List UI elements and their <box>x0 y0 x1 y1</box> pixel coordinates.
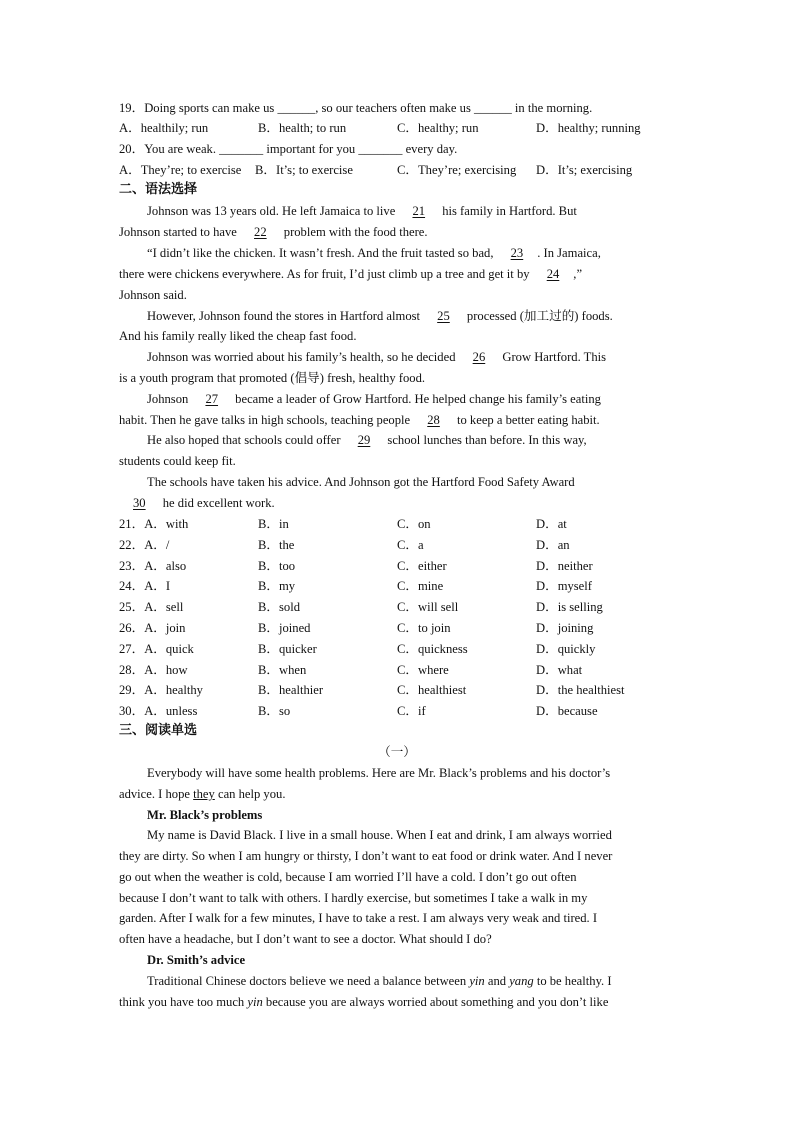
q19-option-a: A．healthily; run <box>119 121 209 135</box>
answer-blank: 26 <box>472 350 486 364</box>
choice-21-option-d: D．at <box>536 517 567 531</box>
answer-blank: 28 <box>427 413 440 427</box>
passage-line <box>147 432 587 448</box>
passage-text: he did excellent work. <box>159 496 275 510</box>
choice-30-option-a: 30．A．unless <box>119 704 198 718</box>
passage-line <box>147 349 606 365</box>
choice-22-option-c: C．a <box>397 538 424 552</box>
choice-24-option-c: C．mine <box>397 579 444 593</box>
answer-blank: 25 <box>437 309 450 323</box>
choice-30-option-c: C．if <box>397 704 426 718</box>
choice-27-option-b: B．quicker <box>258 642 317 656</box>
passage-text: to keep a better eating habit. <box>453 413 600 427</box>
choice-21-option-c: C．on <box>397 517 431 531</box>
reading-intro-line-2: advice. I hope they can help you. <box>119 787 286 801</box>
q19-option-d: D．healthy; running <box>536 121 641 135</box>
question-19-stem: 19．Doing sports can make us ______, so our teachers often make us ______ in the morning. <box>119 101 593 115</box>
answer-blank: 24 <box>546 267 560 281</box>
choice-26-option-c: C．to join <box>397 621 451 635</box>
answer-blank: 22 <box>254 225 267 239</box>
section-3-title: 三、阅读单选 <box>119 723 198 738</box>
passage-line <box>119 287 187 303</box>
passage-line <box>119 412 600 428</box>
passage-line <box>147 245 601 261</box>
heading-mr-black-problems: Mr. Black’s problems <box>147 808 263 822</box>
choice-23-option-d: D．neither <box>536 559 593 573</box>
question-20-stem: 20．You are weak. _______ important for you _______ every day. <box>119 142 458 156</box>
para2-line-1: Traditional Chinese doctors believe we need a balance between yin and yang to be healthy. I <box>147 974 612 988</box>
answer-blank: 29 <box>357 433 371 447</box>
passage-text: students could keep fit. <box>119 454 236 468</box>
choice-26-option-b: B．joined <box>258 621 311 635</box>
choice-26-option-d: D．joining <box>536 621 594 635</box>
choice-25-option-a: 25．A．sell <box>119 600 184 614</box>
reading-part-label: （一） <box>378 745 416 759</box>
passage-text: However, Johnson found the stores in Hartford almost <box>147 309 424 323</box>
passage-text: Johnson was worried about his family’s health, so he decided <box>147 350 459 364</box>
choice-25-option-c: C．will sell <box>397 600 459 614</box>
choice-29-option-d: D．the healthiest <box>536 683 625 697</box>
para1-line-4: because I don’t want to talk with others. I hardly exercise, but sometimes I take a walk in my <box>119 891 588 905</box>
q19-option-b: B．health; to run <box>258 121 347 135</box>
para1-line-1: My name is David Black. I live in a small house. When I eat and drink, I am always worried <box>147 828 612 842</box>
choice-29-option-c: C．healthiest <box>397 683 467 697</box>
q20-option-d: D．It’s; exercising <box>536 163 633 177</box>
choice-27-option-c: C．quickness <box>397 642 468 656</box>
passage-line <box>119 224 428 240</box>
choice-21-option-a: 21．A．with <box>119 517 189 531</box>
choice-30-option-b: B．so <box>258 704 291 718</box>
q19-option-c: C．healthy; run <box>397 121 479 135</box>
passage-text: habit. Then he gave talks in high schools, teaching people <box>119 413 414 427</box>
passage-text: Johnson <box>147 392 192 406</box>
passage-text: there were chickens everywhere. As for fruit, I’d just climb up a tree and get it by <box>119 267 533 281</box>
heading-dr-smith-advice: Dr. Smith’s advice <box>147 953 246 967</box>
passage-text: problem with the food there. <box>280 225 428 239</box>
answer-blank: 30 <box>133 496 146 510</box>
choice-30-option-d: D．because <box>536 704 598 718</box>
choice-28-option-d: D．what <box>536 663 583 677</box>
choice-28-option-b: B．when <box>258 663 307 677</box>
passage-text: processed (加工过的) foods. <box>463 309 613 323</box>
q20-option-c: C．They’re; exercising <box>397 163 517 177</box>
choice-29-option-b: B．healthier <box>258 683 324 697</box>
answer-blank: 23 <box>510 246 524 260</box>
choice-28-option-c: C．where <box>397 663 449 677</box>
choice-24-option-d: D．myself <box>536 579 592 593</box>
passage-line <box>119 370 425 386</box>
choice-23-option-a: 23．A．also <box>119 559 187 573</box>
choice-29-option-a: 29．A．healthy <box>119 683 203 697</box>
answer-blank: 21 <box>412 204 426 218</box>
choice-23-option-c: C．either <box>397 559 447 573</box>
passage-text: ,” <box>573 267 583 281</box>
para1-line-6: often have a headache, but I don’t want to see a doctor. What should I do? <box>119 932 492 946</box>
passage-line <box>119 453 236 469</box>
passage-line <box>147 391 601 407</box>
choice-27-option-a: 27．A．quick <box>119 642 194 656</box>
choice-22-option-a: 22．A．/ <box>119 538 170 552</box>
passage-line <box>147 203 577 219</box>
passage-text: Johnson started to have <box>119 225 241 239</box>
choice-23-option-b: B．too <box>258 559 296 573</box>
passage-text: Johnson was 13 years old. He left Jamaica to live <box>147 204 399 218</box>
choice-25-option-d: D．is selling <box>536 600 603 614</box>
passage-text: Grow Hartford. This <box>499 350 607 364</box>
passage-text: And his family really liked the cheap fast food. <box>119 329 357 343</box>
answer-blank: 27 <box>205 392 219 406</box>
passage-line <box>147 474 575 490</box>
underlined-word-they: they <box>193 787 215 801</box>
passage-text: “I didn’t like the chicken. It wasn’t fresh. And the fruit tasted so bad, <box>147 246 497 260</box>
choice-22-option-b: B．the <box>258 538 295 552</box>
para1-line-5: garden. After I walk for a few minutes, I have to take a rest. I am always very weak and tired. I <box>119 911 598 925</box>
passage-line <box>119 266 582 282</box>
passage-text: The schools have taken his advice. And Johnson got the Hartford Food Safety Award <box>147 475 575 489</box>
reading-intro-line-1: Everybody will have some health problems. Here are Mr. Black’s problems and his doctor’s <box>147 766 611 780</box>
q20-option-b: B．It’s; to exercise <box>255 163 353 177</box>
para1-line-2: they are dirty. So when I am hungry or thirsty, I don’t want to eat food or drink water. And I never <box>119 849 613 863</box>
passage-text: his family in Hartford. But <box>439 204 577 218</box>
passage-line <box>119 328 356 344</box>
para1-line-3: go out when the weather is cold, because I am worried I’ll have a cold. I don’t go out often <box>119 870 577 884</box>
passage-text: school lunches than before. In this way, <box>384 433 587 447</box>
choice-27-option-d: D．quickly <box>536 642 596 656</box>
passage-text: became a leader of Grow Hartford. He helped change his family’s eating <box>232 392 601 406</box>
choice-25-option-b: B．sold <box>258 600 300 614</box>
choice-28-option-a: 28．A．how <box>119 663 188 677</box>
passage-text: . In Jamaica, <box>537 246 601 260</box>
para2-line-2: think you have too much yin because you are always worried about something and you don’t like <box>119 995 609 1009</box>
choice-21-option-b: B．in <box>258 517 289 531</box>
passage-line <box>147 308 613 324</box>
passage-text: Johnson said. <box>119 288 187 302</box>
choice-24-option-b: B．my <box>258 579 296 593</box>
passage-text: He also hoped that schools could offer <box>147 433 344 447</box>
choice-22-option-d: D．an <box>536 538 570 552</box>
section-2-title: 二、语法选择 <box>119 182 198 197</box>
passage-text: is a youth program that promoted (倡导) fresh, healthy food. <box>119 371 426 385</box>
choice-24-option-a: 24．A．I <box>119 579 171 593</box>
passage-line <box>119 495 275 511</box>
q20-option-a: A．They’re; to exercise <box>119 163 242 177</box>
choice-26-option-a: 26．A．join <box>119 621 186 635</box>
